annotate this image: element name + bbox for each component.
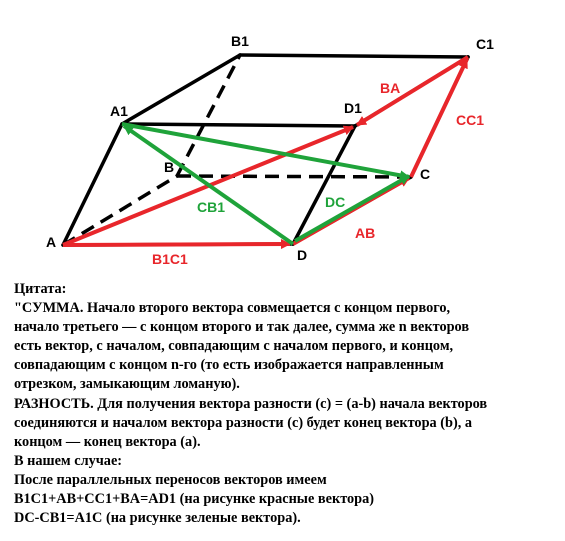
edge-b1-c1 [240, 55, 468, 57]
edges-hidden [63, 55, 411, 245]
edge-b-c-hidden [177, 176, 411, 177]
vector-label-ab: AB [355, 225, 376, 241]
text-line: B1C1+AB+CC1+BA=AD1 (на рисунке красные вектора) [14, 491, 375, 508]
edge-a1-d1 [122, 124, 355, 126]
text-line: концом — конец вектора (a). [14, 433, 201, 450]
vector-label-cb1: CB1 [197, 199, 226, 215]
text-line: соединяются и началом вектора разности (c) будет конец вектора (b), а [14, 414, 473, 431]
vertex-label-a1: A1 [110, 103, 128, 119]
vertex-label-d: D [297, 247, 308, 263]
vector-b1c1 [63, 244, 290, 245]
vector-labels [152, 80, 484, 267]
vertex-label-c: C [420, 166, 431, 182]
vector-label-dc: DC [325, 194, 346, 210]
text-line: После параллельных переносов векторов имеем [14, 471, 327, 488]
text-line: отрезком, замыкающим ломаную). [14, 376, 240, 393]
text-line: есть вектор, с началом, совпадающим с началом первого, и концом, [14, 338, 454, 355]
text-line: DC-CB1=A1C (на рисунке зеленые вектора). [14, 510, 301, 527]
vector-label-cc1: CC1 [456, 112, 485, 128]
vertex-label-d1: D1 [344, 100, 362, 116]
vertex-label-a: A [46, 234, 57, 250]
text-line: начало третьего — с концом второго и так далее, сумма же n векторов [14, 319, 470, 336]
text-line: В нашем случае: [14, 452, 123, 469]
text-line: совпадающим с концом n-го (то есть изображается направленным [14, 357, 444, 374]
vector-cb1 [124, 126, 293, 244]
vector-label-b1c1: B1C1 [152, 251, 188, 267]
text-line: "СУММА. Начало второго вектора совмещается с концом первого, [14, 300, 451, 317]
text-line: РАЗНОСТЬ. Для получения вектора разности (c) = (a-b) начала векторов [14, 395, 488, 412]
explanation-text [14, 280, 559, 528]
text-line: Цитата: [14, 281, 67, 297]
vertex-label-b1: B1 [231, 33, 249, 49]
vector-label-ba: BA [380, 80, 401, 96]
vertex-label-b: B [164, 159, 175, 175]
vertex-label-c1: C1 [476, 36, 494, 52]
